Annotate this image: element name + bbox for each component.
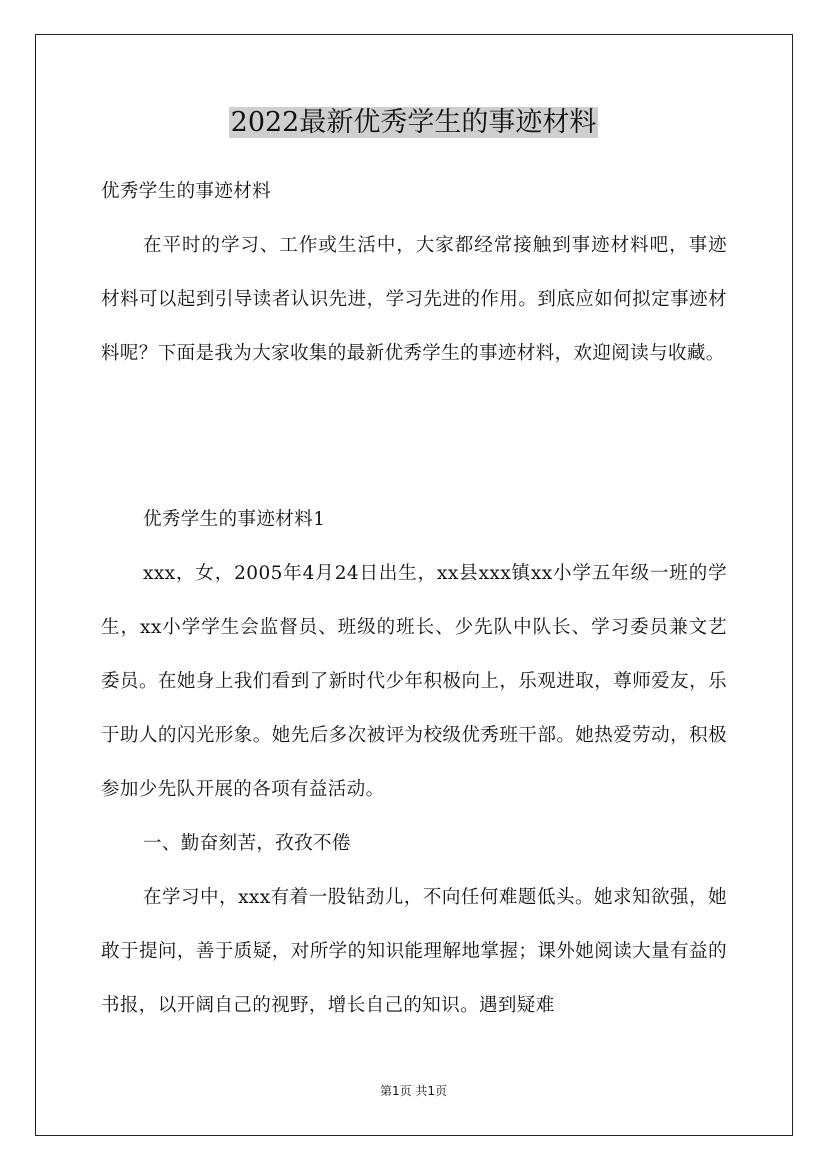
document-subtitle: 优秀学生的事迹材料 <box>101 181 272 202</box>
body-paragraph-2: 在学习中，xxx有着一股钻劲儿，不向任何难题低头。她求知欲强，她敢于提问，善于质疑，对所学的知识能理解地掌握；课外她阅读大量有益的书报，以开阔自己的视野，增长自己的知识。遇到疑难 <box>101 887 727 1016</box>
document-title <box>0 104 827 142</box>
document-title-text: 2022最新优秀学生的事迹材料 <box>230 107 597 138</box>
intro-paragraph: 在平时的学习、工作或生活中，大家都经常接触到事迹材料吧，事迹材料可以起到引导读者认识先进，学习先进的作用。到底应如何拟定事迹材料呢？下面是我为大家收集的最新优秀学生的事迹材料，欢迎阅读与收藏。 <box>101 235 727 364</box>
subheading-1: 一、勤奋刻苦，孜孜不倦 <box>143 833 351 854</box>
section-heading: 优秀学生的事迹材料1 <box>143 509 326 530</box>
page-footer: 第1页 共1页 <box>379 1084 448 1098</box>
body-paragraph-1: xxx，女，2005年4月24日出生，xx县xxx镇xx小学五年级一班的学生，xx小学学生会监督员、班级的班长、少先队中队长、学习委员兼文艺委员。在她身上我们看到了新时代少年积极向上，乐观进取，尊师爱友，乐于助人的闪光形象。她先后多次被评为校级优秀班干部。她热爱劳动，积极参加少先队开展的各项有益活动。 <box>101 563 727 800</box>
